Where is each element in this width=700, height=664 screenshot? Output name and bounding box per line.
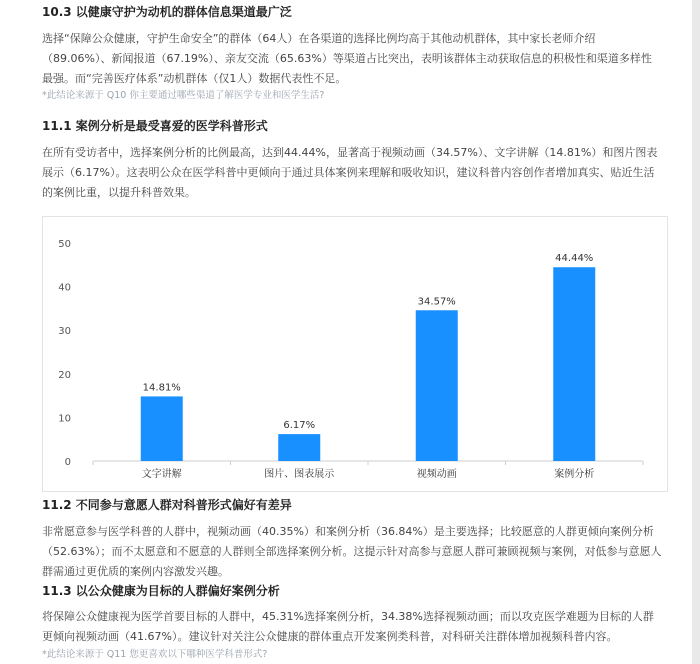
bar-chart: [43, 217, 667, 491]
y-tick-label: 30: [58, 326, 71, 338]
y-tick-label: 0: [64, 457, 71, 468]
source-note-q10: *此结论来源于 Q10 你主要通过哪些渠道了解医学专业和医学生活?: [42, 90, 325, 101]
section-title-11-3: 11.3 以公众健康为目标的人群偏好案例分析: [42, 584, 280, 598]
bar-chart-container: [42, 216, 668, 492]
section-title-11-1: 11.1 案例分析是最受喜爱的医学科普形式: [42, 119, 268, 133]
bar-data-label: 44.44%: [555, 253, 594, 265]
bar-2: [278, 434, 320, 461]
bar-data-label: 34.57%: [417, 296, 456, 308]
y-tick-label: 40: [58, 282, 71, 294]
y-tick-label: 50: [58, 239, 71, 250]
section-body-11-2: 非常愿意参与医学科普的人群中，视频动画（40.35%）和案例分析（36.84%）是主要选择；比较愿意的人群更倾向案例分析（52.63%）；而不太愿意和不愿意的人群则全部选择案例分析。这提示针对高参与意愿人群可兼顾视频与案例，对低参与意愿人群需通过更优质的案例内容激发兴趣。: [42, 525, 662, 578]
y-tick-label: 10: [58, 413, 71, 425]
section-body-11-3: 将保障公众健康视为医学首要目标的人群中，45.31%选择案例分析，34.38%选择视频动画；而以攻克医学难题为目标的人群更倾向视频动画（41.67%）。建议针对关注公众健康的群体重点开发案例类科普，对科研关注群体增加视频科普内容。: [42, 610, 654, 643]
section-body-11-1: 在所有受访者中，选择案例分析的比例最高，达到44.44%，显著高于视频动画（34.57%）、文字讲解（14.81%）和图片图表展示（6.17%）。这表明公众在医学科普中更倾向于通过具体案例来理解和吸收知识，建议科普内容创作者增加真实、贴近生活的案例比重，以提升科普效果。: [42, 146, 658, 199]
bar-4: [553, 267, 595, 461]
x-tick-label: 案例分析: [554, 469, 595, 480]
section-title-10-3: 10.3 以健康守护为动机的群体信息渠道最广泛: [42, 5, 292, 19]
section-title-11-2: 11.2 不同参与意愿人群对科普形式偏好有差异: [42, 498, 292, 512]
y-tick-label: 20: [58, 369, 71, 381]
x-tick-label: 文字讲解: [141, 469, 182, 480]
scrollbar-track[interactable]: [692, 0, 700, 664]
bar-1: [141, 396, 183, 461]
x-tick-label: 视频动画: [416, 469, 457, 480]
bar-3: [416, 310, 458, 461]
section-body-10-3: 选择“保障公众健康，守护生命安全”的群体（64人）在各渠道的选择比例均高于其他动机群体，其中家长老师介绍（89.06%）、新闻报道（67.19%）、亲友交流（65.63%）等渠道占比突出，表明该群体主动获取信息的积极性和渠道多样性最强。而“完善医疗体系”动机群体（仅1人）数据代表性不足。: [42, 32, 652, 85]
source-note-q11: *此结论来源于 Q11 您更喜欢以下哪种医学科普形式?: [42, 649, 268, 660]
bar-data-label: 14.81%: [142, 382, 181, 394]
bar-data-label: 6.17%: [283, 420, 316, 432]
x-tick-label: 图片、图表展示: [264, 469, 335, 480]
